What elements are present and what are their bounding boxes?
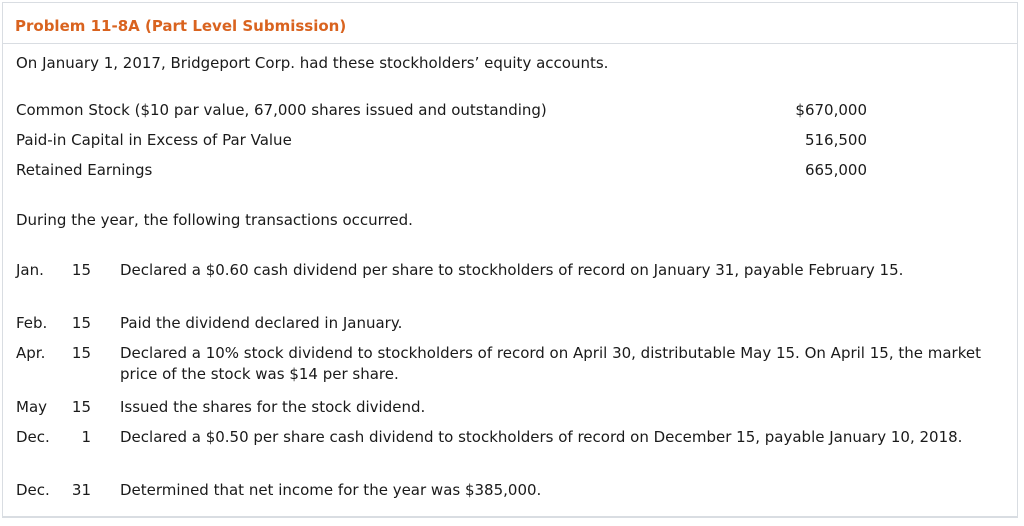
account-amount: $670,000: [795, 101, 867, 119]
transaction-day: 1: [81, 428, 91, 446]
transaction-month: Dec.: [16, 428, 50, 446]
transaction-day: 15: [71, 261, 91, 279]
account-row: [16, 131, 867, 151]
account-name: Paid-in Capital in Excess of Par Value: [16, 131, 292, 149]
transaction-description: Declared a 10% stock dividend to stockholders of record on April 30, distributable May 15. On April 15, the market price of the stock was $14 per share.: [120, 344, 981, 383]
transaction-month: May: [16, 398, 48, 416]
transaction-description: Issued the shares for the stock dividend.: [120, 398, 426, 416]
account-row: [16, 161, 867, 181]
transaction-day: 15: [71, 344, 91, 362]
transaction-description: Paid the dividend declared in January.: [120, 314, 403, 332]
account-amount: 516,500: [804, 131, 867, 149]
account-amount: 665,000: [804, 161, 867, 179]
title-divider: [3, 43, 1017, 44]
transaction-month: Jan.: [16, 261, 44, 279]
problem-title: Problem 11-8A (Part Level Submission): [15, 17, 347, 35]
transaction-description: Declared a $0.50 per share cash dividend to stockholders of record on December 15, payable January 10, 2018.: [120, 428, 963, 446]
transaction-description: Declared a $0.60 cash dividend per share to stockholders of record on January 31, payable February 15.: [120, 261, 904, 279]
account-name: Common Stock ($10 par value, 67,000 shares issued and outstanding): [16, 101, 547, 119]
account-name: Retained Earnings: [16, 161, 153, 179]
transaction-day: 15: [71, 398, 91, 416]
intro-text: On January 1, 2017, Bridgeport Corp. had these stockholders’ equity accounts.: [16, 54, 609, 72]
transaction-month: Feb.: [16, 314, 48, 332]
transaction-month: Dec.: [16, 481, 50, 499]
transaction-day: 31: [71, 481, 91, 499]
account-row: [16, 101, 867, 121]
transaction-month: Apr.: [16, 344, 46, 362]
transaction-day: 15: [71, 314, 91, 332]
transaction-description: Determined that net income for the year was $385,000.: [120, 481, 542, 499]
transactions-intro: During the year, the following transactions occurred.: [16, 211, 413, 229]
